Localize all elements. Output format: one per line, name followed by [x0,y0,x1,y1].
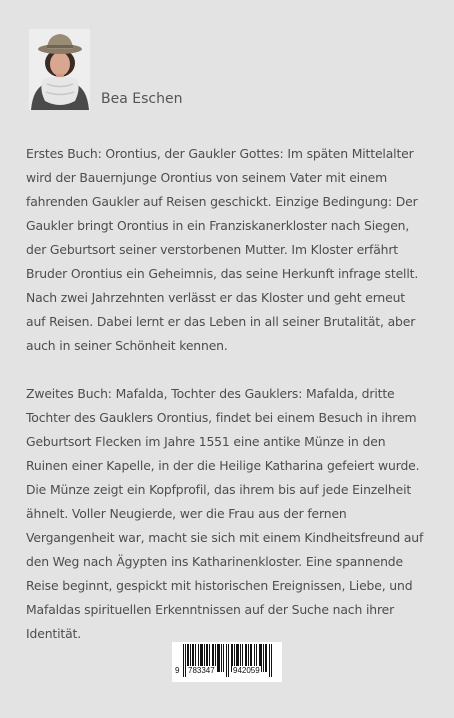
isbn-right-group: 942059 [233,666,260,675]
isbn-barcode [172,642,282,682]
author-portrait-image [29,29,90,110]
author-name: Bea Eschen [101,91,183,107]
blurb-book-one: Erstes Buch: Orontius, der Gaukler Gottes: Im späten Mittelalter wird der Bauernjunge Orontius von seinem Vater mit einem fahrenden Gaukler auf Reisen geschickt. Einzige Bedingung: Der Gaukler bringt Orontius in ein Franziskanerkloster nach Siegen, der Geburtsort seiner verstorbenen Mutter. Im Kloster erfährt Bruder Orontius ein Geheimnis, das seine Herkunft infrage stellt. Nach zwei Jahrzehnten verlässt er das Kloster und geht erneut auf Reisen. Dabei lernt er das Leben in all seiner Brutalität, aber auch in seiner Schönheit kennen. [26,146,419,353]
blurb-book-two: Zweites Buch: Mafalda, Tochter des Gauklers: Mafalda, dritte Tochter des Gauklers Orontius, findet bei einem Besuch in ihrem Geburtsort Flecken im Jahre 1551 eine antike Münze in den Ruinen einer Kapelle, in der die Heilige Katharina gefeiert wurde. Die Münze zeigt ein Kopfprofil, das ihrem bis auf jede Einzelheit ähnelt. Voller Neugierde, wer die Frau aus der fernen Vergangenheit war, macht sie sich mit einem Kindheitsfreund auf den Weg nach Ägypten ins Katharinenkloster. Eine spannende Reise beginnt, gespickt mit historischen Ereignissen, Liebe, und Mafaldas spirituellen Erkenntnissen auf der Suche nach ihrer Identität. [26,386,424,641]
isbn-number [172,666,282,678]
isbn-left-group: 783347 [188,666,215,675]
isbn-first-digit: 9 [175,666,180,675]
author-photo [29,29,90,110]
